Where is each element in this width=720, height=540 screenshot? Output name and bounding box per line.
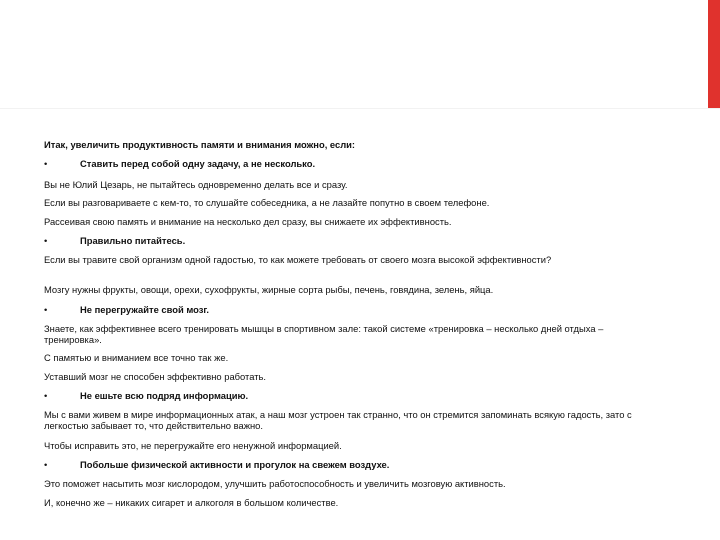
bullet-marker: • xyxy=(44,158,48,169)
intro-heading: Итак, увеличить продуктивность памяти и внимания можно, если: xyxy=(44,139,356,150)
bullet-text: Ставить перед собой одну задачу, а не несколько. xyxy=(80,158,316,169)
paragraph: Мы с вами живем в мире информационных атак, а наш мозг устроен так странно, что он стремится запоминать всякую гадость, зато с легкостью забывает то, что действительно важно. xyxy=(44,409,632,431)
paragraph: Мозгу нужны фрукты, овощи, орехи, сухофрукты, жирные сорта рыбы, печень, говядина, зелень, яйца. xyxy=(44,284,494,295)
paragraph: Вы не Юлий Цезарь, не пытайтесь одновременно делать все и сразу. xyxy=(44,179,348,190)
bullet-item xyxy=(44,460,634,472)
bullet-item xyxy=(44,305,634,317)
paragraph: Уставший мозг не способен эффективно работать. xyxy=(44,371,267,382)
paragraph: И, конечно же – никаких сигарет и алкоголя в большом количестве. xyxy=(44,497,339,508)
paragraph: Если вы разговариваете с кем-то, то слушайте собеседника, а не лазайте попутно в своем телефоне. xyxy=(44,197,490,208)
paragraph: С памятью и вниманием все точно так же. xyxy=(44,352,229,363)
bullet-text: Не перегружайте свой мозг. xyxy=(80,304,209,315)
bullet-marker: • xyxy=(44,304,48,315)
paragraph: Это поможет насытить мозг кислородом, улучшить работоспособность и увеличить мозговую активность. xyxy=(44,478,506,489)
bullet-text: Не ешьте всю подряд информацию. xyxy=(80,390,249,401)
bullet-item xyxy=(44,159,634,171)
bullet-item xyxy=(44,236,634,248)
bullet-text: Побольше физической активности и прогулок на свежем воздухе. xyxy=(80,459,390,470)
header-divider xyxy=(0,108,720,109)
paragraph: Чтобы исправить это, не перегружайте его ненужной информацией. xyxy=(44,440,342,451)
accent-bar xyxy=(708,0,720,108)
bullet-marker: • xyxy=(44,390,48,401)
bullet-marker: • xyxy=(44,459,48,470)
bullet-marker: • xyxy=(44,235,48,246)
paragraph: Рассеивая свою память и внимание на несколько дел сразу, вы снижаете их эффективность. xyxy=(44,216,452,227)
paragraph: Знаете, как эффективнее всего тренировать мышцы в спортивном зале: такой системе «тренировка – несколько дней отдыха – тренировка». xyxy=(44,323,604,345)
paragraph: Если вы травите свой организм одной гадостью, то как можете требовать от своего мозга высокой эффективности? xyxy=(44,254,552,265)
bullet-text: Правильно питайтесь. xyxy=(80,235,186,246)
bullet-item xyxy=(44,391,634,403)
